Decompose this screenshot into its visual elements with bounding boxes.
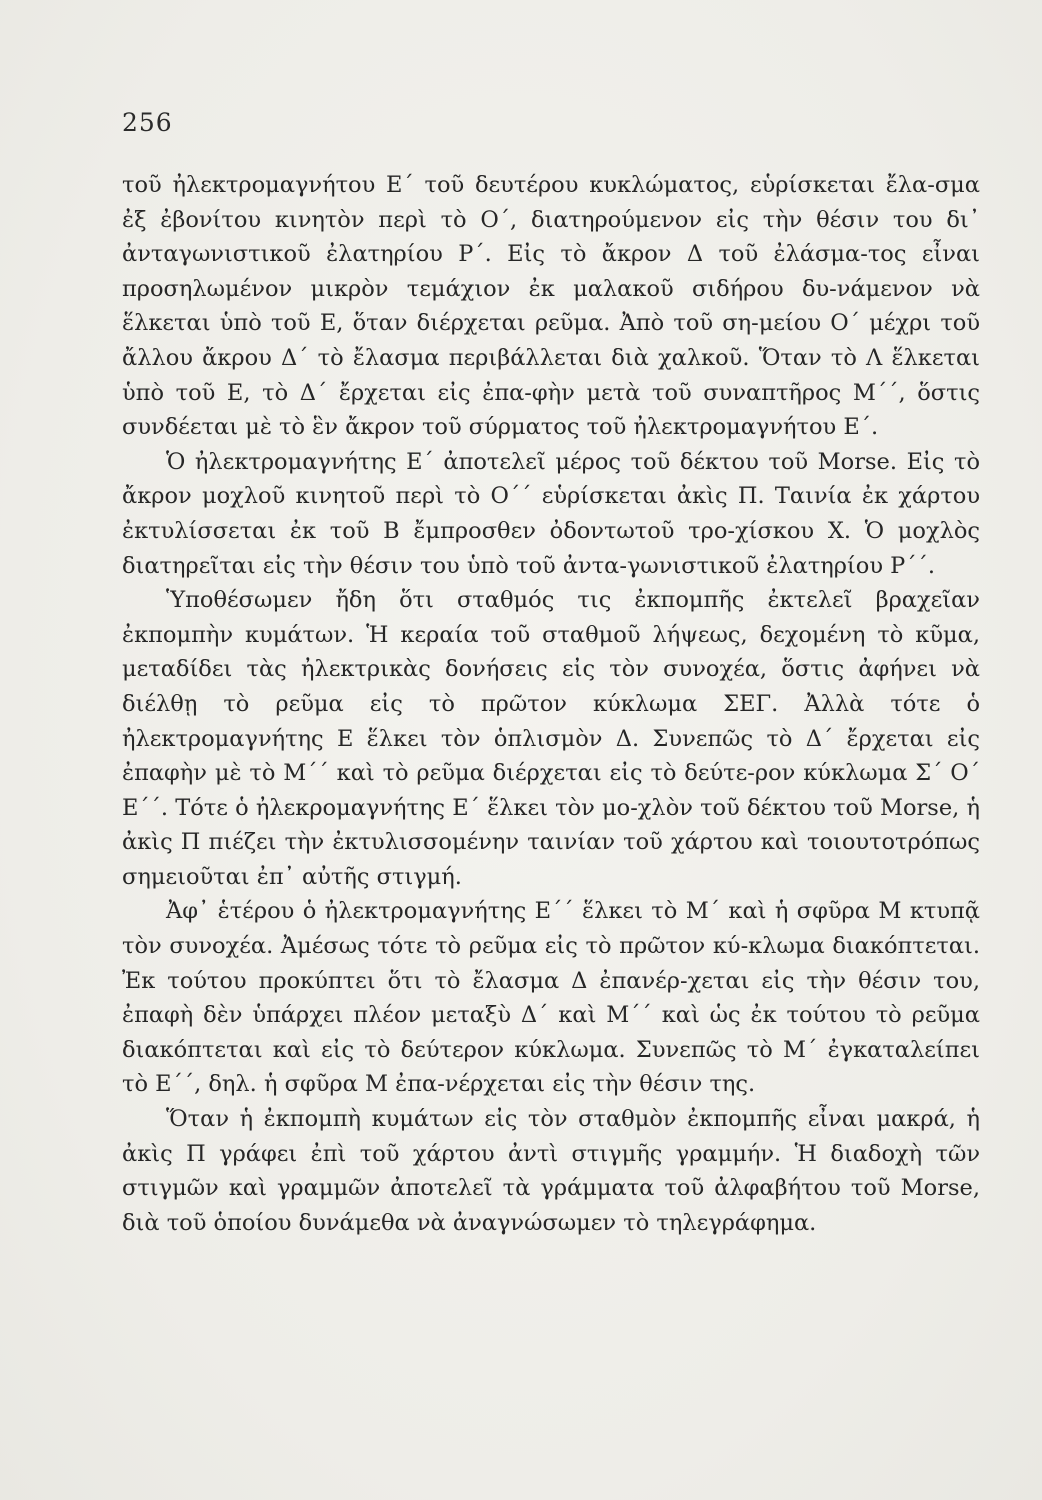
paragraph-4: Ἀφ᾽ ἑτέρου ὁ ἠλεκτρομαγνήτης Ε΄΄ ἕλκει τὸ Μ΄ καὶ ἡ σφῦρα Μ κτυπᾷ τὸν συνοχέα. Ἀμέσως τότε τὸ ρεῦμα εἰς τὸ πρῶτον κύ-κλωμα διακόπτεται. Ἐκ τούτου προκύπτει ὅτι τὸ ἔλασμα Δ ἐπανέρ-χεται εἰς τὴν θέσιν του, ἐπαφὴ δὲν ὑπάρχει πλέον μεταξὺ Δ΄ καὶ Μ΄΄ καὶ ὡς ἐκ τούτου τὸ ρεῦμα διακόπτεται καὶ εἰς τὸ δεύτερον κύκλωμα. Συνεπῶς τὸ Μ΄ ἐγκαταλείπει τὸ Ε΄΄, δηλ. ἡ σφῦρα Μ ἐπα-νέρχεται εἰς τὴν θέσιν της. bbox=[122, 898, 980, 1098]
body-text bbox=[122, 168, 980, 1240]
paragraph-2: Ὁ ἠλεκτρομαγνήτης Ε΄ ἀποτελεῖ μέρος τοῦ δέκτου τοῦ Morse. Εἰς τὸ ἄκρον μοχλοῦ κινητοῦ περὶ τὸ Ο΄΄ εὑρίσκεται ἀκὶς Π. Ταινία ἐκ χάρτου ἐκτυλίσσεται ἐκ τοῦ Β ἔμπροσθεν ὀδοντωτοῦ τρο-χίσκου Χ. Ὁ μοχλὸς διατηρεῖται εἰς τὴν θέσιν του ὑπὸ τοῦ ἀντα-γωνιστικοῦ ἐλατηρίου Ρ΄΄. bbox=[122, 448, 980, 579]
page-number: 256 bbox=[122, 108, 173, 137]
paragraph-3: Ὑποθέσωμεν ἤδη ὅτι σταθμός τις ἐκπομπῆς ἐκτελεῖ βραχεῖαν ἐκπομπὴν κυμάτων. Ἡ κεραία τοῦ σταθμοῦ λήψεως, δεχομένη τὸ κῦμα, μεταδίδει τὰς ἠλεκτρικὰς δονήσεις εἰς τὸν συνοχέα, ὅστις ἀφήνει νὰ διέλθῃ τὸ ρεῦμα εἰς τὸ πρῶτον κύκλωμα ΣΕΓ. Ἀλλὰ τότε ὁ ἠλεκτρομαγνήτης Ε ἕλκει τὸν ὁπλισμὸν Δ. Συνεπῶς τὸ Δ΄ ἔρχεται εἰς ἐπαφὴν μὲ τὸ Μ΄΄ καὶ τὸ ρεῦμα διέρχεται εἰς τὸ δεύτε-ρον κύκλωμα Σ΄ Ο΄ Ε΄΄. Τότε ὁ ἠλεκρομαγνήτης Ε΄ ἕλκει τὸν μο-χλὸν τοῦ δέκτου τοῦ Morse, ἡ ἀκὶς Π πιέζει τὴν ἐκτυλισσομένην ταινίαν τοῦ χάρτου καὶ τοιουτοτρόπως σημειοῦται ἐπ᾽ αὐτῆς στιγμή. bbox=[122, 587, 980, 890]
paragraph-1: τοῦ ἠλεκτρομαγνήτου Ε΄ τοῦ δευτέρου κυκλώματος, εὑρίσκεται ἔλα-σμα ἐξ ἐβονίτου κινητὸν περὶ τὸ Ο΄, διατηρούμενον εἰς τὴν θέσιν του δι᾽ ἀνταγωνιστικοῦ ἐλατηρίου Ρ΄. Εἰς τὸ ἄκρον Δ τοῦ ἐλάσμα-τος εἶναι προσηλωμένον μικρὸν τεμάχιον ἐκ μαλακοῦ σιδήρου δυ-νάμενον νὰ ἕλκεται ὑπὸ τοῦ Ε, ὅταν διέρχεται ρεῦμα. Ἀπὸ τοῦ ση-μείου Ο΄ μέχρι τοῦ ἄλλου ἄκρου Δ΄ τὸ ἔλασμα περιβάλλεται διὰ χαλκοῦ. Ὅταν τὸ Λ ἕλκεται ὑπὸ τοῦ Ε, τὸ Δ΄ ἔρχεται εἰς ἐπα-φὴν μετὰ τοῦ συναπτῆρος Μ΄΄, ὅστις συνδέεται μὲ τὸ ἓν ἄκρον τοῦ σύρματος τοῦ ἠλεκτρομαγνήτου Ε΄. bbox=[122, 172, 980, 441]
paragraph-5: Ὅταν ἡ ἐκπομπὴ κυμάτων εἰς τὸν σταθμὸν ἐκπομπῆς εἶναι μακρά, ἡ ἀκὶς Π γράφει ἐπὶ τοῦ χάρτου ἀντὶ στιγμῆς γραμμήν. Ἡ διαδοχὴ τῶν στιγμῶν καὶ γραμμῶν ἀποτελεῖ τὰ γράμματα τοῦ ἀλφαβήτου τοῦ Morse, διὰ τοῦ ὁποίου δυνάμεθα νὰ ἀναγνώσωμεν τὸ τηλεγράφημα. bbox=[122, 1106, 980, 1236]
